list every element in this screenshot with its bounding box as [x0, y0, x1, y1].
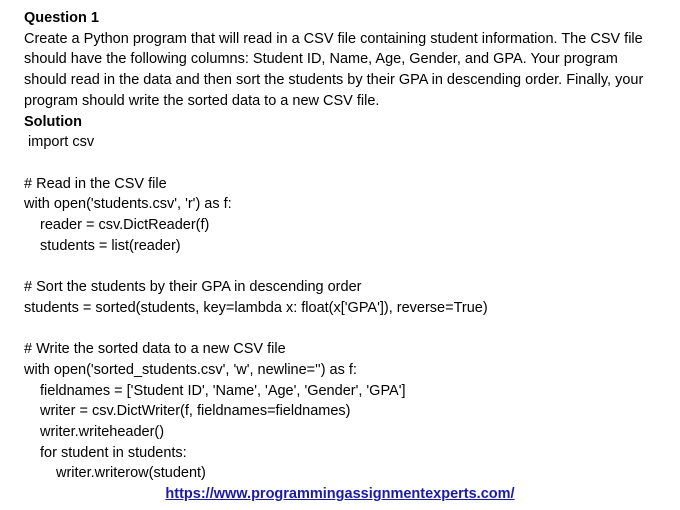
- code-line: students = sorted(students, key=lambda x: float(x['GPA']), reverse=True): [24, 299, 488, 316]
- website-link[interactable]: https://www.programmingassignmentexperts.com/: [165, 486, 515, 502]
- code-line: students = list(reader): [40, 237, 181, 254]
- solution-title: Solution: [24, 113, 82, 130]
- code-line: with open('sorted_students.csv', 'w', newline='') as f:: [24, 361, 357, 378]
- code-line: # Read in the CSV file: [24, 175, 167, 192]
- code-line: # Sort the students by their GPA in descending order: [24, 279, 362, 296]
- code-line: import csv: [24, 134, 95, 151]
- code-blank-line: [24, 319, 656, 340]
- code-line: writer.writeheader(): [40, 424, 165, 441]
- code-blank-line: [24, 153, 656, 174]
- code-line: for student in students:: [40, 444, 187, 461]
- question-body: Create a Python program that will read in a CSV file containing student information. The CSV file should have the following columns: Student ID, Name, Age, Gender, and GPA. Your program should read in the data and then sort the students by their GPA in descending order. Finally, your program should write the sorted data to a new CSV file.: [24, 30, 644, 109]
- question-title: Question 1: [24, 10, 99, 26]
- code-blank-line: [24, 256, 656, 277]
- code-line: # Write the sorted data to a new CSV file: [24, 341, 286, 358]
- code-line: reader = csv.DictReader(f): [40, 217, 210, 234]
- code-block: [24, 132, 656, 484]
- code-line: fieldnames = ['Student ID', 'Name', 'Age', 'Gender', 'GPA']: [40, 382, 406, 399]
- code-line: writer = csv.DictWriter(f, fieldnames=fieldnames): [40, 403, 351, 420]
- code-line: with open('students.csv', 'r') as f:: [24, 196, 232, 213]
- code-line: writer.writerow(student): [56, 465, 206, 482]
